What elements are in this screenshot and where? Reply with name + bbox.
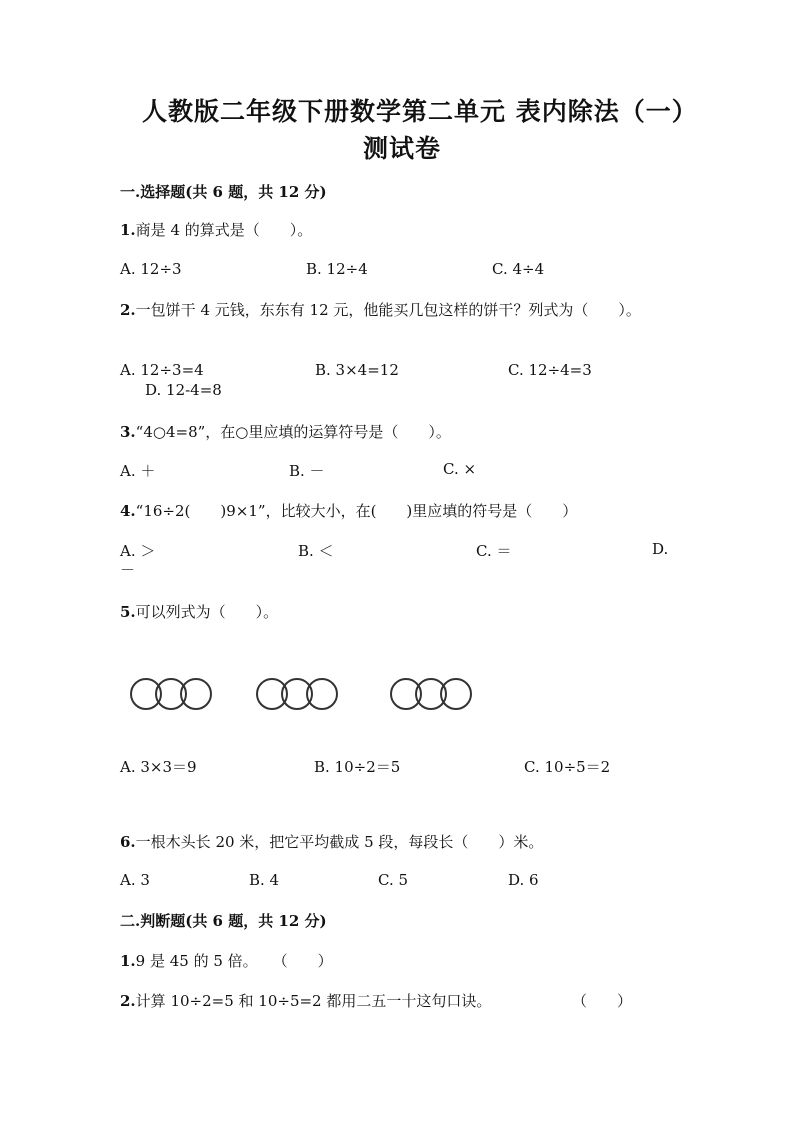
question-number: 2. — [120, 301, 136, 319]
q1-option-c[interactable]: C. 4÷4 — [492, 260, 545, 278]
q2-option-b[interactable]: B. 3×4=12 — [315, 361, 399, 379]
q3-option-c[interactable]: C. × — [443, 460, 477, 478]
question-text: 一根木头长 20 米，把它平均截成 5 段，每段长（ ）米。 — [135, 833, 544, 851]
question-4 — [120, 500, 577, 521]
q4-option-c[interactable]: C. ＝ — [476, 542, 512, 560]
circle-icon — [180, 678, 212, 710]
q1-option-b[interactable]: B. 12÷4 — [306, 260, 368, 278]
section-heading-choice: 一.选择题(共 6 题，共 12 分) — [120, 183, 327, 201]
q5-option-b[interactable]: B. 10÷2＝5 — [314, 758, 401, 776]
q4-option-a[interactable]: A. ＞ — [120, 542, 156, 560]
judgment-1 — [120, 950, 333, 971]
question-text: 商是 4 的算式是（ ）。 — [135, 221, 313, 239]
section-heading-judgment: 二.判断题(共 6 题，共 12 分) — [120, 912, 327, 930]
circle-group-2 — [256, 678, 336, 710]
judgment-2 — [120, 990, 491, 1011]
circle-icon — [306, 678, 338, 710]
question-number: 2. — [120, 992, 136, 1010]
question-number: 1. — [120, 952, 136, 970]
q2-option-c[interactable]: C. 12÷4=3 — [508, 361, 592, 379]
q2-option-a[interactable]: A. 12÷3=4 — [120, 361, 204, 379]
q6-option-b[interactable]: B. 4 — [249, 871, 280, 889]
q1-option-a[interactable]: A. 12÷3 — [120, 260, 182, 278]
q3-option-b[interactable]: B. － — [289, 462, 325, 480]
question-2 — [120, 299, 641, 320]
question-text: 可以列式为（ ）。 — [135, 603, 279, 621]
q6-option-a[interactable]: A. 3 — [120, 871, 150, 889]
page-title-line1: 人教版二年级下册数学第二单元 表内除法（一） — [142, 97, 698, 126]
q5-option-c[interactable]: C. 10÷5＝2 — [524, 758, 611, 776]
question-number: 1. — [120, 221, 136, 239]
question-text: “4○4=8”，在○里应填的运算符号是（ ）。 — [135, 423, 451, 441]
circle-group-3 — [390, 678, 470, 710]
question-text: 计算 10÷2=5 和 10÷5=2 都用二五一十这句口诀。 — [135, 992, 492, 1010]
question-number: 3. — [120, 423, 136, 441]
q3-option-a[interactable]: A. ＋ — [120, 462, 156, 480]
question-3 — [120, 421, 451, 442]
question-number: 6. — [120, 833, 136, 851]
q4-option-d[interactable]: D. — [652, 540, 669, 558]
question-5 — [120, 601, 278, 622]
question-number: 4. — [120, 502, 136, 520]
question-number: 5. — [120, 603, 136, 621]
q6-option-d[interactable]: D. 6 — [508, 871, 539, 889]
question-6 — [120, 831, 543, 852]
q6-option-c[interactable]: C. 5 — [378, 871, 409, 889]
page-title-line2: 测试卷 — [363, 134, 442, 163]
judgment-2-answer-bracket[interactable]: （ ） — [572, 992, 633, 1010]
question-1 — [120, 219, 312, 240]
circle-icon — [440, 678, 472, 710]
circle-group-1 — [130, 678, 210, 710]
question-text: 一包饼干 4 元钱，东东有 12 元，他能买几包这样的饼干？列式为（ ）。 — [135, 301, 641, 319]
question-text: “16÷2( )9×1”，比较大小，在( )里应填的符号是（ ） — [135, 502, 578, 520]
q4-option-d-symbol: － — [120, 561, 136, 579]
q5-option-a[interactable]: A. 3×3＝9 — [120, 758, 197, 776]
q4-option-b[interactable]: B. ＜ — [298, 542, 334, 560]
question-text: 9 是 45 的 5 倍。 （ ） — [135, 952, 333, 970]
q2-option-d[interactable]: D. 12-4=8 — [145, 381, 222, 399]
